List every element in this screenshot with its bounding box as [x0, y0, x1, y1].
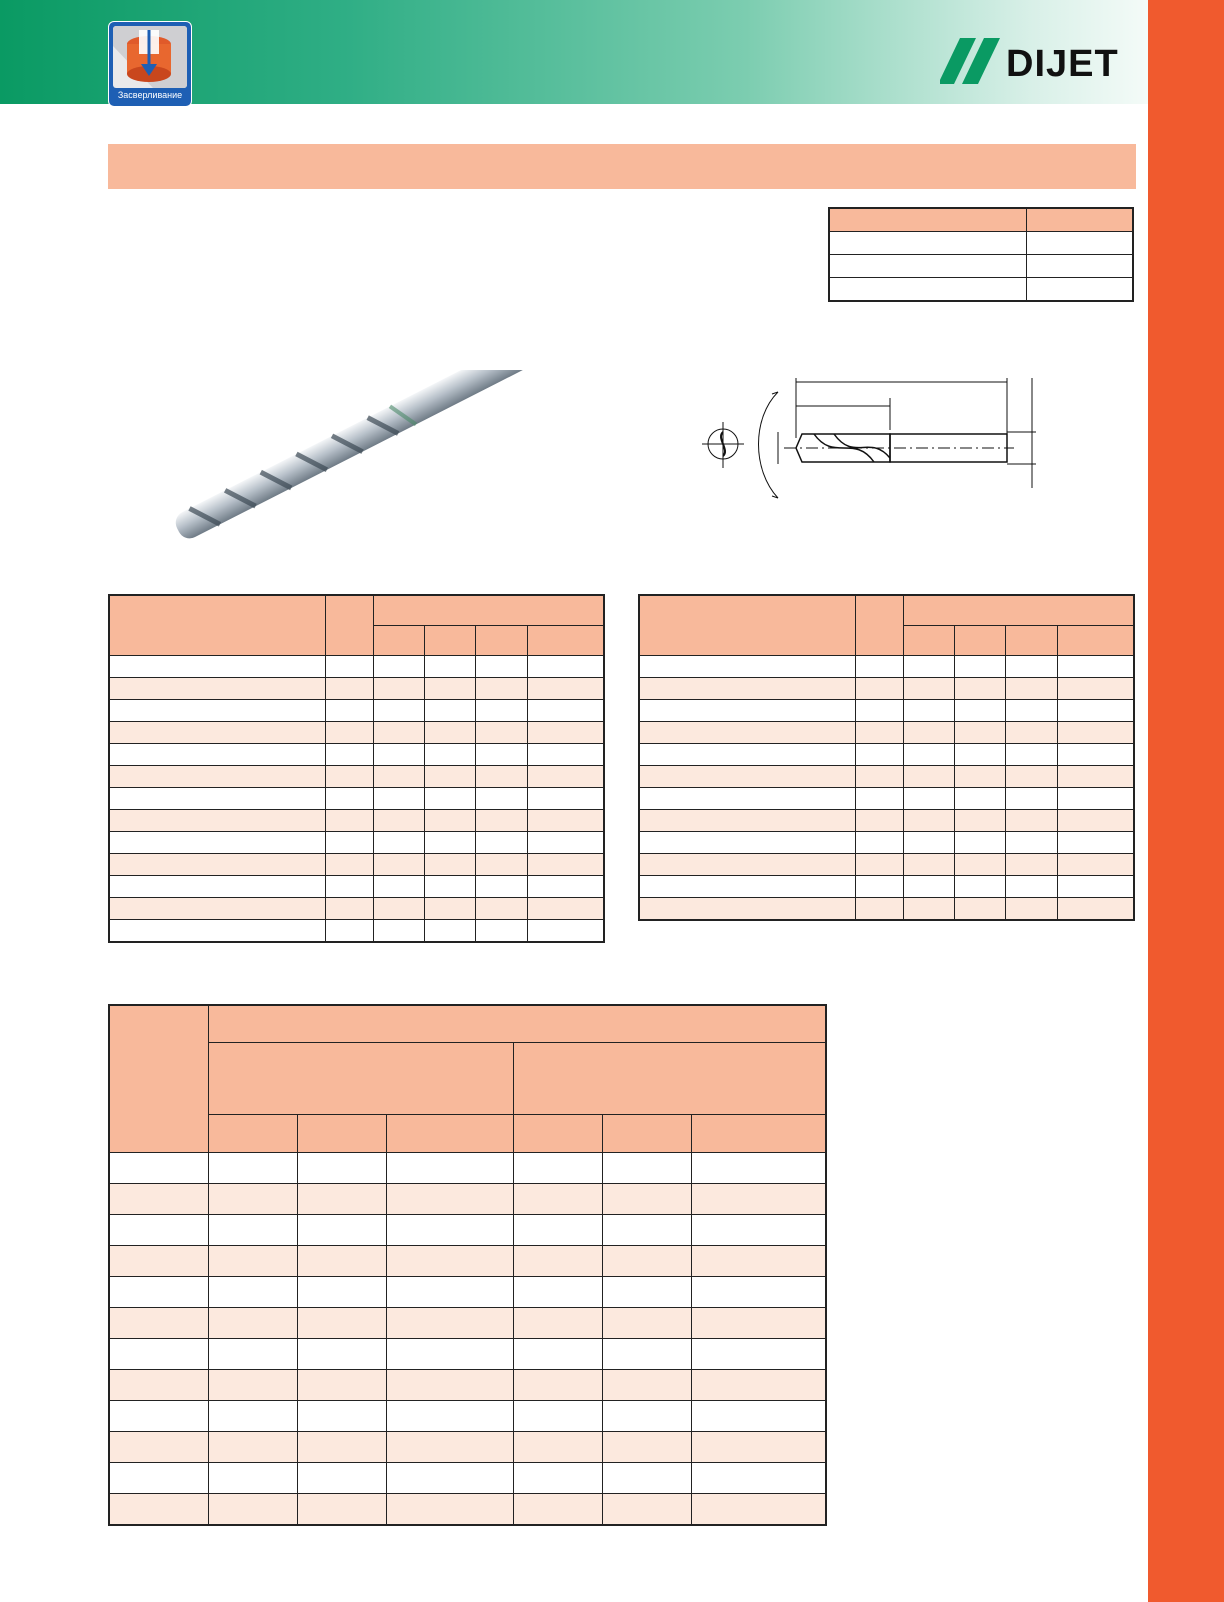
- table-row: [109, 854, 604, 876]
- table-header-cell: [856, 595, 904, 656]
- table-header-cell: [527, 626, 604, 656]
- table-row: [639, 876, 1134, 898]
- table-row: [109, 1463, 826, 1494]
- spec-table: [828, 207, 1134, 302]
- table-row: [639, 656, 1134, 678]
- table-row: [639, 744, 1134, 766]
- table-row: [109, 788, 604, 810]
- dijet-logo: [940, 38, 1136, 90]
- table-row: [639, 854, 1134, 876]
- table-header-cell: [514, 1115, 603, 1153]
- spec-cell: [1027, 232, 1134, 255]
- table-header-cell: [514, 1042, 827, 1114]
- table-row: [109, 1339, 826, 1370]
- table-row: [639, 810, 1134, 832]
- table-row: [109, 920, 604, 943]
- table-row: [109, 1246, 826, 1277]
- badge-label: Засверливание: [117, 90, 183, 100]
- table-row: [109, 722, 604, 744]
- table-row: [109, 1215, 826, 1246]
- table-row: [109, 810, 604, 832]
- spec-header-cell: [829, 208, 1027, 232]
- table-header-cell: [109, 595, 326, 656]
- table-row: [109, 678, 604, 700]
- table-header-cell: [109, 1005, 209, 1153]
- table-row: [109, 1184, 826, 1215]
- table-row: [109, 1401, 826, 1432]
- table-row: [109, 656, 604, 678]
- drill-into-cylinder-icon: [113, 26, 187, 88]
- side-color-strip: [1148, 0, 1224, 1602]
- table-row: [639, 788, 1134, 810]
- table-header-cell: [209, 1115, 298, 1153]
- table-row: [109, 876, 604, 898]
- cutting-conditions-table: [108, 1004, 827, 1526]
- logo-text: DIJET: [1006, 43, 1119, 85]
- table-row: [109, 1370, 826, 1401]
- table-header-cell: [904, 595, 1135, 626]
- table-row: [109, 1277, 826, 1308]
- table-row: [109, 1308, 826, 1339]
- table-row: [639, 722, 1134, 744]
- drill-photo: [168, 370, 548, 560]
- size-table-left: [108, 594, 605, 943]
- table-header-cell: [374, 595, 605, 626]
- table-row: [109, 1494, 826, 1526]
- table-row: [639, 700, 1134, 722]
- table-row: [639, 898, 1134, 921]
- spec-header-cell: [1027, 208, 1134, 232]
- drill-dimension-diagram: [694, 378, 1064, 514]
- size-table-right: [638, 594, 1135, 921]
- table-header-cell: [904, 626, 955, 656]
- table-header-cell: [209, 1005, 827, 1042]
- table-header-cell: [692, 1115, 827, 1153]
- table-header-cell: [476, 626, 527, 656]
- table-header-cell: [425, 626, 476, 656]
- table-header-cell: [209, 1042, 514, 1114]
- table-row: [109, 744, 604, 766]
- spec-cell: [1027, 278, 1134, 302]
- table-row: [109, 766, 604, 788]
- table-row: [109, 1153, 826, 1184]
- table-row: [639, 766, 1134, 788]
- title-banner: [108, 144, 1136, 189]
- spec-cell: [829, 255, 1027, 278]
- table-header-cell: [326, 595, 374, 656]
- category-badge[interactable]: [108, 21, 192, 107]
- table-row: [109, 700, 604, 722]
- spec-cell: [829, 278, 1027, 302]
- table-header-cell: [387, 1115, 514, 1153]
- table-header-cell: [603, 1115, 692, 1153]
- table-row: [109, 1432, 826, 1463]
- table-header-cell: [639, 595, 856, 656]
- table-header-cell: [298, 1115, 387, 1153]
- spec-cell: [1027, 255, 1134, 278]
- table-row: [639, 678, 1134, 700]
- table-header-cell: [955, 626, 1006, 656]
- table-header-cell: [374, 626, 425, 656]
- table-row: [639, 832, 1134, 854]
- table-header-cell: [1006, 626, 1057, 656]
- table-row: [109, 898, 604, 920]
- table-row: [109, 832, 604, 854]
- table-header-cell: [1057, 626, 1134, 656]
- spec-cell: [829, 232, 1027, 255]
